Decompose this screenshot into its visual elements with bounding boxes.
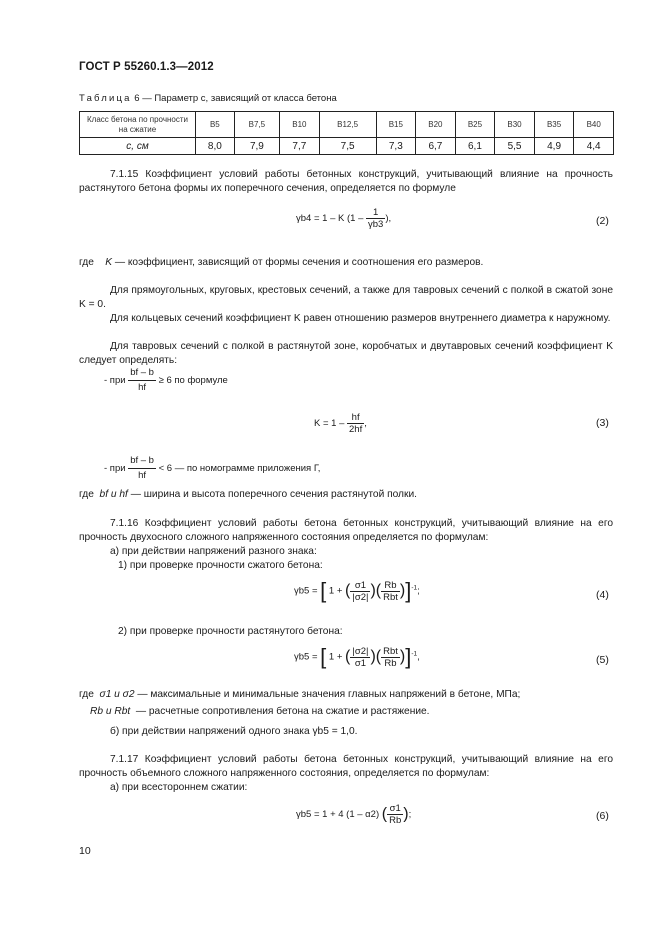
table-class-cell: B5 (196, 112, 235, 138)
fraction: $\frac{|\sigma 2|}{\sigma 1}$ (352, 645, 369, 669)
where-sigma-definition: где σ1 и σ2 — максимальные и минимальные значения главных напряжений в бетоне, МПа; (79, 689, 521, 700)
table-value-cell: 8,0 (196, 138, 235, 155)
table-header-row (80, 112, 614, 138)
table-row-label: c, см (80, 138, 196, 155)
where-r-definition: Rb и Rbt — расчетные сопротивления бетона на сжатие и растяжение. (90, 706, 430, 717)
item-a: а) при действии напряжений разного знака: (110, 546, 317, 557)
table-class-cell: B15 (376, 112, 416, 138)
equation-4: γb5 = [ 1 + ( $\frac{\sigma 1}{|\sigma 2|}$ )( $\frac{Rb}{\text{Rbt}}$ )]$^{-1}$; (294, 578, 420, 603)
table-caption-text: 6 — Параметр c, зависящий от класса бетона (131, 93, 337, 104)
equation-number: (6) (596, 810, 609, 822)
table-value-cell: 7,9 (234, 138, 279, 155)
fraction: $\frac{bf - b}{hf}$ (130, 455, 154, 481)
paragraph-ring: Для кольцевых сечений коэффициент K равен отношению размеров внутреннего диаметра к наружному. (110, 313, 611, 324)
table-class-cell: B10 (280, 112, 320, 138)
item-a1: 1) при проверке прочности сжатого бетона: (118, 560, 323, 571)
item-a2: 2) при проверке прочности растянутого бетона: (118, 626, 343, 637)
table-value-cell: 7,5 (319, 138, 376, 155)
table-value-row (80, 138, 614, 155)
paragraph-7-1-15: 7.1.15 Коэффициент условий работы бетонных конструкций, учитывающий влияние на прочность растянутого бетона формы их поперечного сечения, определяется по формуле (79, 169, 613, 194)
equation-6: γb5 = 1 + 4 (1 – α2) ( $\frac{\sigma 1}{Rb}$ ); (296, 803, 412, 826)
table-value-cell: 7,7 (280, 138, 320, 155)
table-class-cell: B7,5 (234, 112, 279, 138)
equation-number: (2) (596, 215, 609, 227)
fraction: $\frac{Rb}{\text{Rbt}}$ (383, 579, 398, 603)
table-value-cell: 7,3 (376, 138, 416, 155)
fraction: $\frac{\text{Rbt}}{Rb}$ (383, 645, 398, 669)
table-value-cell: 6,7 (416, 138, 456, 155)
item-b: б) при действии напряжений одного знака γb5 = 1,0. (110, 726, 358, 737)
table-caption-label: Таблица (79, 93, 132, 104)
table-class-cell: B30 (495, 112, 535, 138)
table-class-cell: B20 (416, 112, 456, 138)
equation-2: γb4 = 1 – K (1 – $\frac{1}{\gamma b3}$ ), (296, 207, 392, 230)
page-number: 10 (79, 845, 91, 857)
equation-number: (5) (596, 654, 609, 666)
fraction: $\frac{1}{\gamma b3}$ (368, 207, 384, 230)
equation-number: (3) (596, 417, 609, 429)
table-class-cell: B12,5 (319, 112, 376, 138)
table-value-cell: 5,5 (495, 138, 535, 155)
table-class-cell: B40 (574, 112, 614, 138)
paragraph-7-1-16: 7.1.16 Коэффициент условий работы бетона бетонных конструкций, учитывающий влияние на его прочность двухосного сложного напряженного состояния определяется по формулам: (79, 518, 613, 543)
table-value-cell: 6,1 (455, 138, 495, 155)
table-caption (79, 93, 337, 104)
table-value-cell: 4,9 (534, 138, 574, 155)
where-bh-definition: где bf и hf — ширина и высота поперечного сечения растянутой полки. (79, 489, 417, 500)
document-code: ГОСТ Р 55260.1.3—2012 (79, 61, 214, 73)
fraction: $\frac{\sigma 1}{Rb}$ (389, 803, 402, 826)
paragraph-tee: Для тавровых сечений с полкой в растянутой зоне, коробчатых и двутавровых сечений коэффициент K следует определять: (79, 341, 613, 366)
table-value-cell: 4,4 (574, 138, 614, 155)
table-header-label: Класс бетона по прочности на сжатие (80, 112, 196, 138)
table-class-cell: B25 (455, 112, 495, 138)
paragraph-shapes: Для прямоугольных, круговых, крестовых сечений, а также для тавровых сечений с полкой в сжатой зоне K = 0. (79, 285, 613, 310)
fraction: $\frac{bf - b}{hf}$ (130, 367, 154, 393)
paragraph-7-1-17: 7.1.17 Коэффициент условий работы бетона бетонных конструкций, учитывающий влияние на его прочность объемного сложного напряженного состояния, определяется по формулам: (79, 754, 613, 779)
condition-1: - при $\frac{bf - b}{hf}$ ≥ 6 по формуле (104, 367, 228, 393)
where-k-definition: где K — коэффициент, зависящий от формы сечения и соотношения его размеров. (79, 257, 484, 268)
item-c: а) при всестороннем сжатии: (110, 782, 248, 793)
concrete-class-table (79, 111, 614, 155)
fraction: $\frac{\sigma 1}{|\sigma 2|}$ (352, 579, 369, 603)
equation-number: (4) (596, 589, 609, 601)
equation-5: γb5 = [ 1 + ( $\frac{|\sigma 2|}{\sigma 1}$ )( $\frac{\text{Rbt}}{Rb}$ )]$^{-1}$, (294, 644, 420, 669)
fraction: $\frac{hf}{2hf}$ (349, 412, 363, 435)
table-class-cell: B35 (534, 112, 574, 138)
condition-2: - при $\frac{bf - b}{hf}$ < 6 — по номограмме приложения Г, (104, 455, 321, 481)
equation-3: K = 1 – $\frac{hf}{2hf}$ , (314, 412, 367, 435)
